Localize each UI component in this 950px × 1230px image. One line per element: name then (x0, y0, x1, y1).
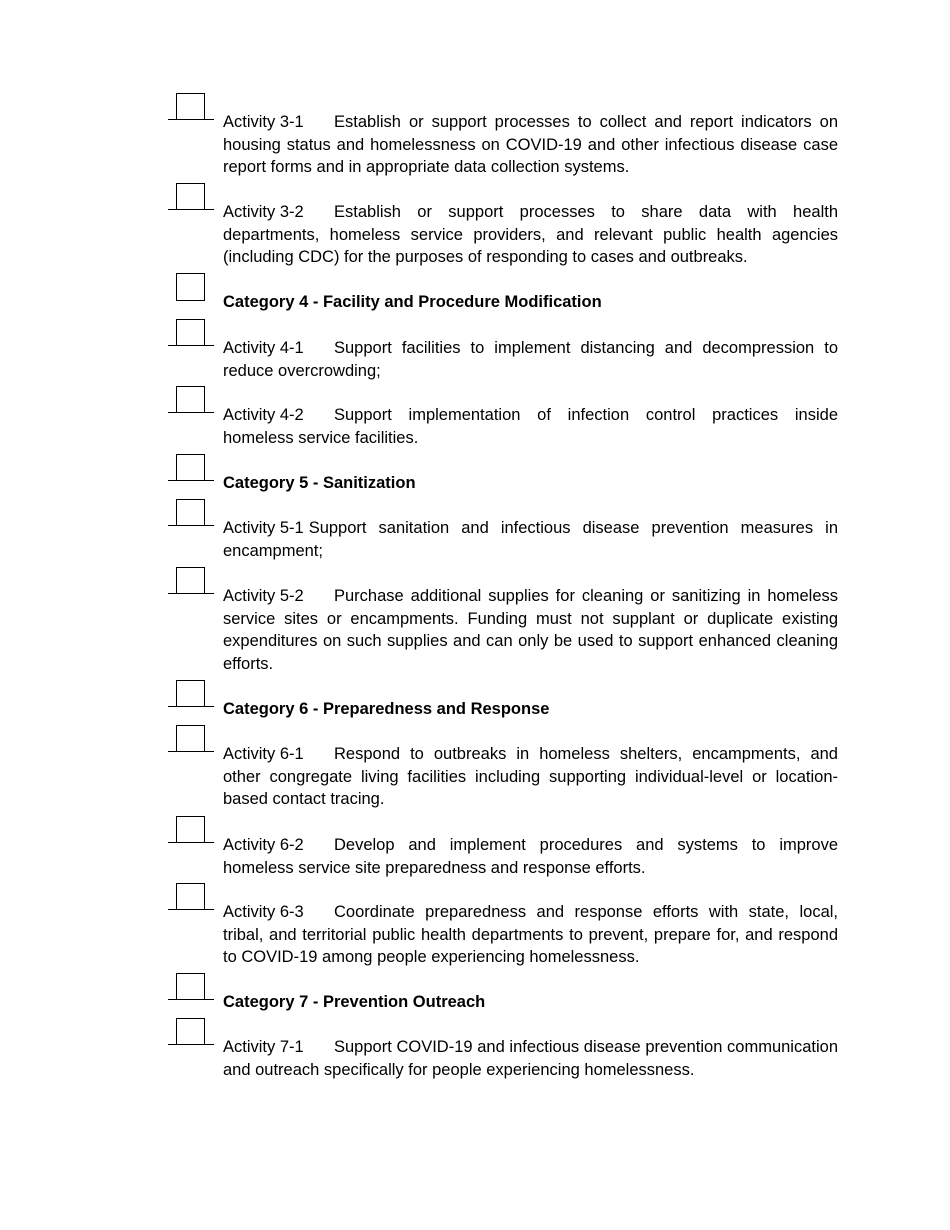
item-text (223, 585, 838, 675)
activity-label: Activity 3-2 (223, 203, 304, 221)
item-text (223, 1036, 838, 1081)
item-text (223, 834, 838, 879)
checkbox[interactable] (168, 973, 214, 1017)
activity-description: Purchase additional supplies for cleaning or sanitizing in homeless service sites or encampments. Funding must not supplant or duplicate existing expenditures on such supplies and can only be used to support enhanced cleaning efforts. (223, 587, 838, 673)
checkbox[interactable] (168, 183, 214, 227)
activity-description: Support COVID-19 and infectious disease prevention communication and outreach specifically for people experiencing homelessness. (223, 1038, 838, 1079)
checklist-category-5 (168, 472, 838, 495)
activity-description: Support facilities to implement distancing and decompression to reduce overcrowding; (223, 339, 838, 380)
activity-description: Establish or support processes to share data with health departments, homeless service providers, and relevant public health agencies (including CDC) for the purposes of responding to cases and outbreaks. (223, 203, 838, 266)
item-text (223, 201, 838, 269)
checklist-item-activity-3-1 (168, 111, 838, 179)
checkbox[interactable] (168, 499, 214, 543)
activity-label: Activity 4-2 (223, 406, 304, 424)
checkbox[interactable] (168, 454, 214, 498)
checkbox[interactable] (168, 93, 214, 137)
activity-description: Establish or support processes to collect and report indicators on housing status and homelessness on COVID-19 and other infectious disease case report forms and in appropriate data collection systems. (223, 113, 838, 176)
checkbox[interactable] (168, 567, 214, 611)
checkbox[interactable] (168, 1018, 214, 1062)
checklist-item-activity-4-2 (168, 404, 838, 449)
checklist-category-6 (168, 698, 838, 721)
activity-label: Activity 3-1 (223, 113, 304, 131)
category-heading: Category 5 - Sanitization (223, 474, 416, 492)
activity-description: Coordinate preparedness and response efforts with state, local, tribal, and territorial public health departments to prevent, prepare for, and respond to COVID-19 among people experiencing homelessness. (223, 903, 838, 966)
activity-description: Develop and implement procedures and systems to improve homeless service site preparedness and response efforts. (223, 836, 838, 877)
item-text (223, 517, 838, 562)
category-heading: Category 7 - Prevention Outreach (223, 993, 486, 1011)
category-heading: Category 4 - Facility and Procedure Modification (223, 293, 602, 311)
activity-label: Activity 5-2 (223, 587, 304, 605)
checklist-item-activity-6-1 (168, 743, 838, 811)
activity-label: Activity 5-1 (223, 519, 304, 537)
checklist-item-activity-5-2 (168, 585, 838, 675)
checkbox[interactable] (168, 883, 214, 927)
activity-description: Support sanitation and infectious disease prevention measures in encampment; (223, 519, 838, 560)
checklist-category-4 (168, 291, 838, 314)
activity-label: Activity 7-1 (223, 1038, 304, 1056)
item-text (223, 111, 838, 179)
checklist-item-activity-4-1 (168, 337, 838, 382)
activity-label: Activity 4-1 (223, 339, 304, 357)
item-text (223, 901, 838, 969)
checkbox[interactable] (168, 273, 214, 317)
checklist-category-7 (168, 991, 838, 1014)
checkbox[interactable] (168, 319, 214, 363)
item-text (223, 743, 838, 811)
checkbox[interactable] (168, 680, 214, 724)
activity-label: Activity 6-3 (223, 903, 304, 921)
activity-label: Activity 6-1 (223, 745, 304, 763)
category-heading: Category 6 - Preparedness and Response (223, 700, 550, 718)
activity-description: Respond to outbreaks in homeless shelters, encampments, and other congregate living facilities including supporting individual-level or location-based contact tracing. (223, 745, 838, 808)
item-text (223, 404, 838, 449)
checklist-item-activity-6-2 (168, 834, 838, 879)
checkbox[interactable] (168, 386, 214, 430)
checkbox[interactable] (168, 816, 214, 860)
activity-label: Activity 6-2 (223, 836, 304, 854)
checklist-item-activity-3-2 (168, 201, 838, 269)
item-text (223, 337, 838, 382)
checklist-item-activity-5-1 (168, 517, 838, 562)
checklist-item-activity-6-3 (168, 901, 838, 969)
activity-description: Support implementation of infection control practices inside homeless service facilities. (223, 406, 838, 447)
checklist-item-activity-7-1 (168, 1036, 838, 1081)
checkbox[interactable] (168, 725, 214, 769)
